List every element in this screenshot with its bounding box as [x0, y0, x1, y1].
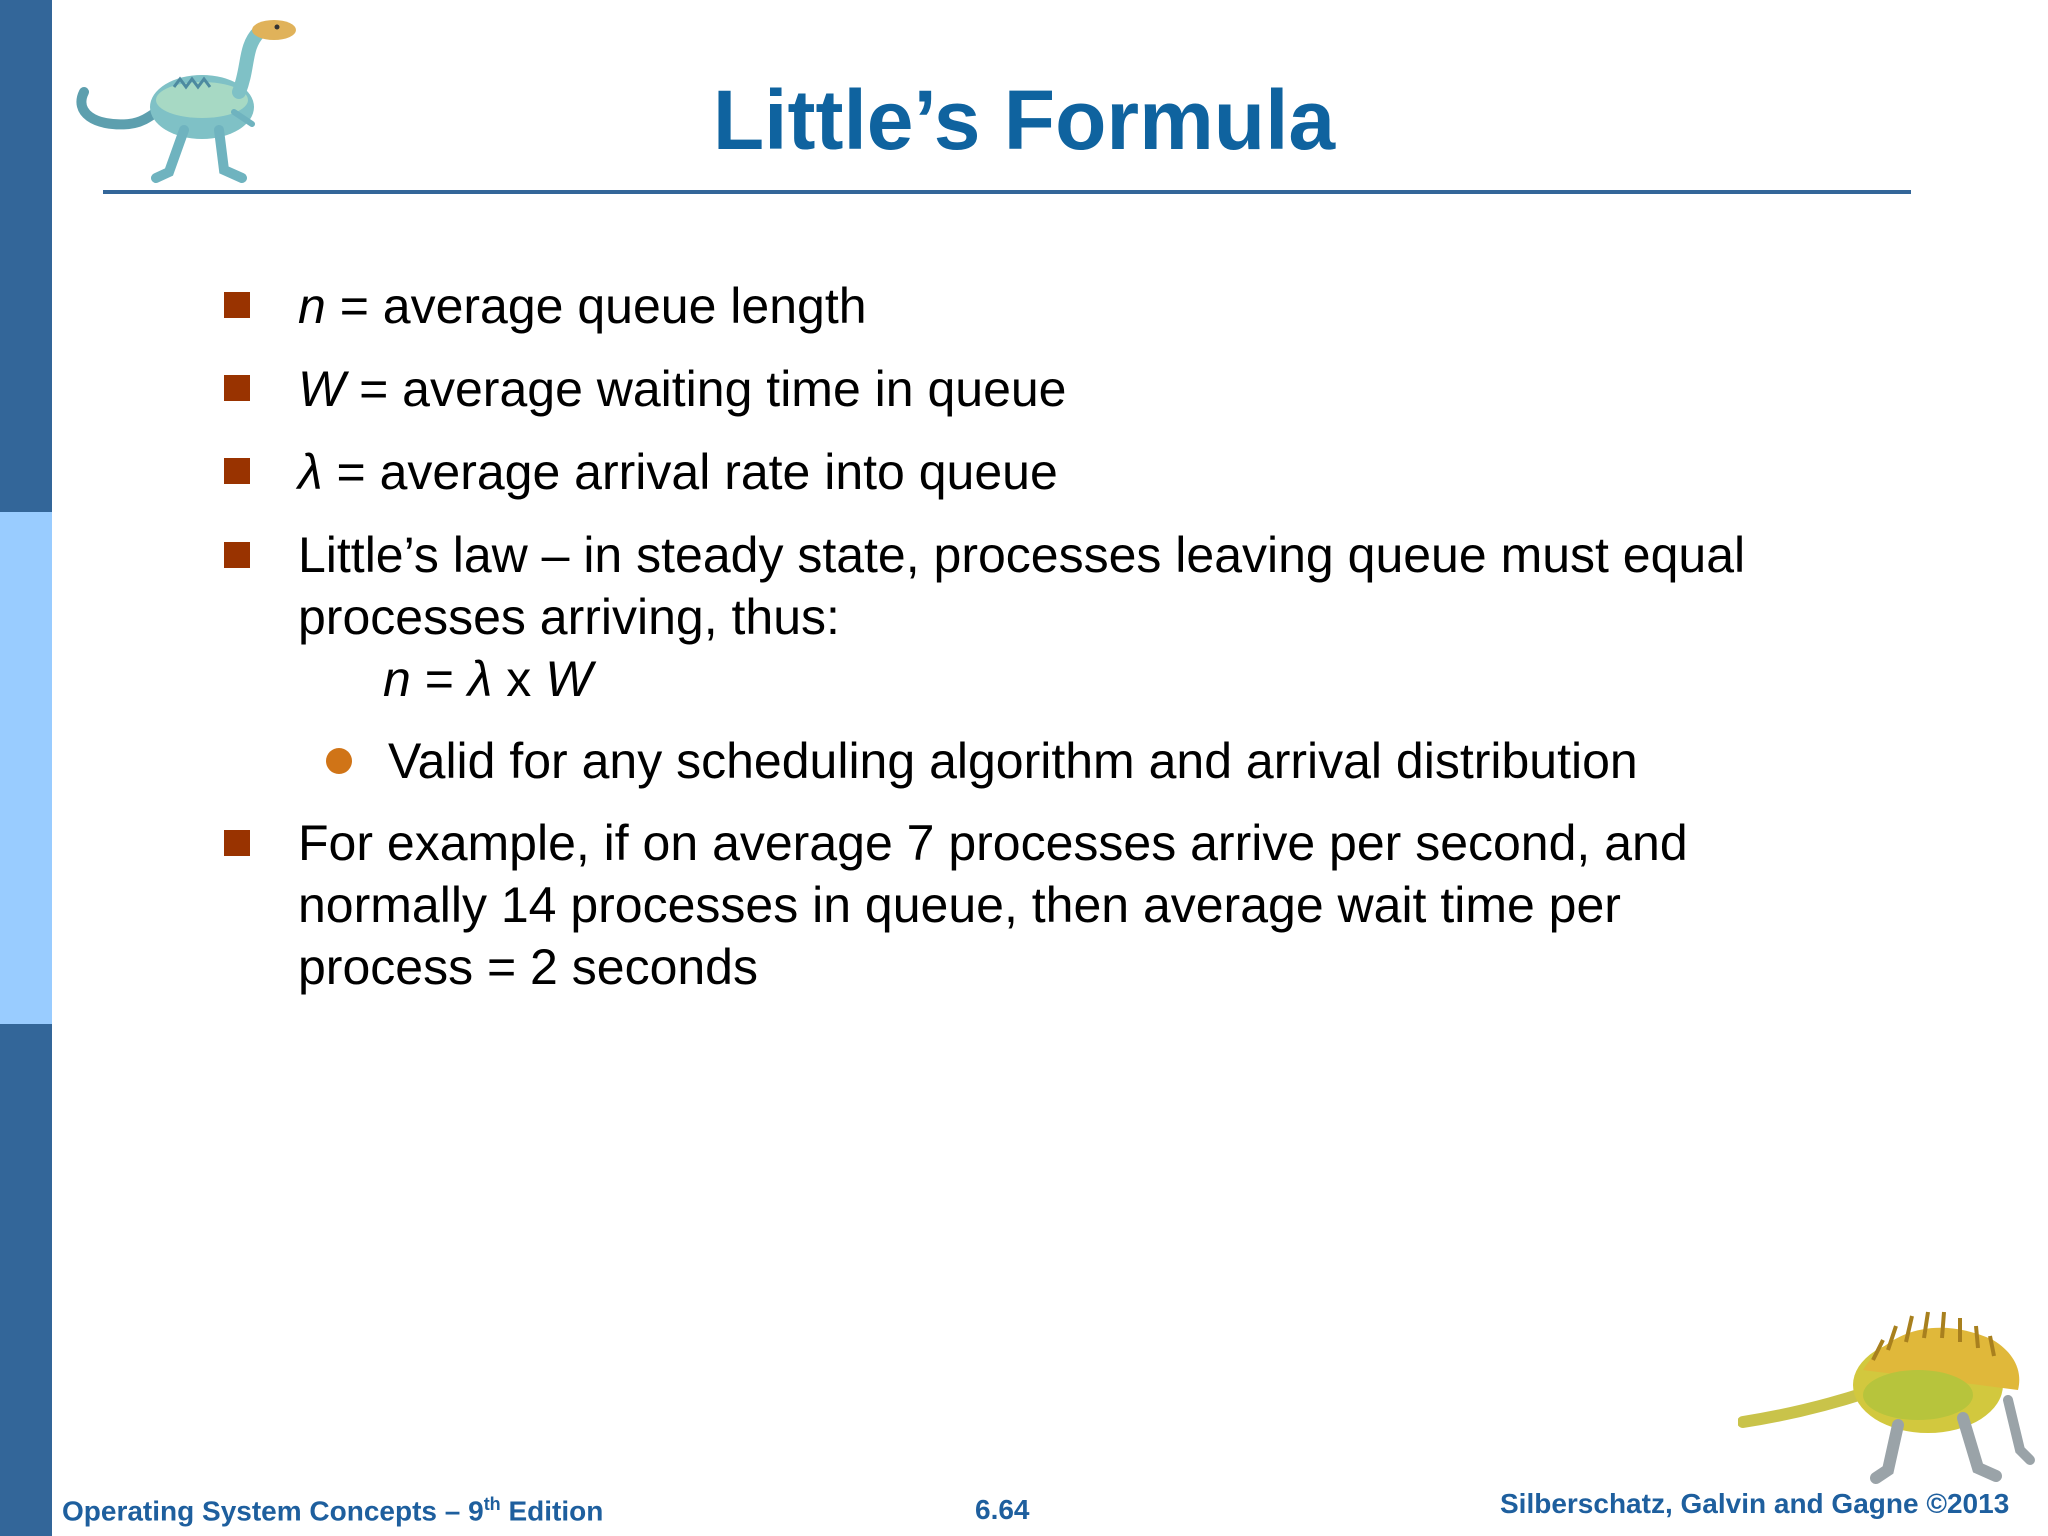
example-line-3: process = 2 seconds — [298, 939, 758, 995]
formula-times: x — [492, 651, 546, 707]
bullet-marker — [224, 458, 250, 484]
footer-page-number: 6.64 — [975, 1494, 1030, 1525]
bullet-text: = average waiting time in queue — [345, 361, 1067, 417]
footer-book-title — [62, 1494, 603, 1527]
littles-formula — [383, 648, 592, 710]
bullet-marker — [224, 292, 250, 318]
law-line-1: Little’s law – in steady state, processes leaving queue must equal — [298, 527, 1746, 583]
slide-title: Little’s Formula — [712, 73, 1336, 167]
sub-bullet-marker — [326, 748, 352, 774]
law-line-2: processes arriving, thus: — [298, 589, 840, 645]
formula-n: n — [383, 651, 411, 707]
title-divider — [103, 190, 1911, 194]
variable-w: W — [298, 361, 346, 417]
bullet-text: = average arrival rate into queue — [322, 444, 1058, 500]
footer-book-prefix: Operating System Concepts – 9 — [62, 1495, 484, 1527]
bullet-arrival-rate — [298, 441, 1058, 503]
footer-book-suffix: Edition — [500, 1495, 604, 1527]
bullet-text: = average queue length — [325, 278, 867, 334]
sub-bullet-validity: Valid for any scheduling algorithm and arrival distribution — [388, 733, 1638, 789]
variable-lambda: λ — [298, 444, 323, 500]
example-line-2: normally 14 processes in queue, then average wait time per — [298, 877, 1621, 933]
bullet-marker — [224, 830, 250, 856]
bullet-queue-length — [298, 275, 867, 337]
footer-authors: Silberschatz, Galvin and Gagne ©2013 — [1500, 1488, 2010, 1519]
bullet-waiting-time — [298, 358, 1067, 420]
dinosaur-bottom-right-icon — [1738, 1300, 2038, 1490]
example-line-1: For example, if on average 7 processes arrive per second, and — [298, 815, 1688, 871]
variable-n: n — [298, 278, 326, 334]
formula-lambda: λ — [467, 651, 493, 707]
footer-book-edition-sup: th — [483, 1494, 501, 1514]
dinosaur-top-left-icon — [74, 12, 324, 192]
bullet-marker — [224, 375, 250, 401]
formula-equals: = — [410, 651, 468, 707]
bullet-marker — [224, 542, 250, 568]
formula-w: W — [545, 651, 593, 707]
left-sidebar-band — [0, 512, 52, 1024]
